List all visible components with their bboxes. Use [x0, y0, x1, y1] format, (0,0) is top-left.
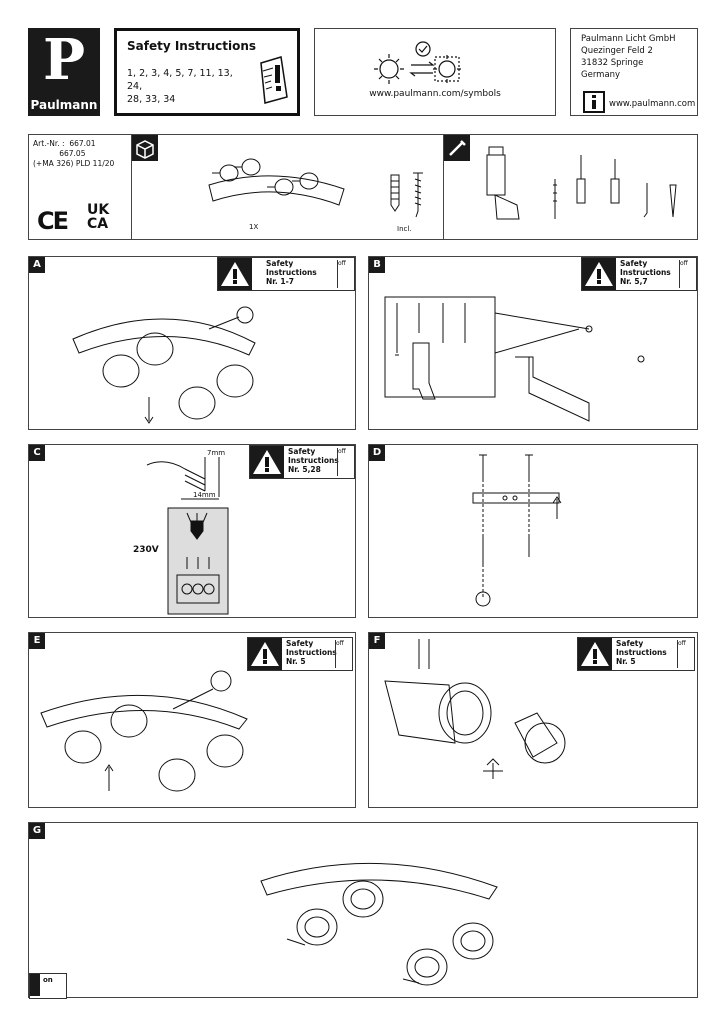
warning-exclamation-icon [30, 974, 40, 996]
warning-title: Safety [286, 639, 314, 648]
power-off-icon [337, 448, 352, 476]
warning-nr: Nr. 5,28 [288, 465, 321, 474]
off-label: off [338, 260, 346, 267]
step-label: B [369, 257, 385, 273]
bracket-mounting-drawing [459, 449, 589, 615]
warning-triangle-icon [248, 638, 282, 670]
step-e-panel [28, 632, 356, 808]
dim-14mm: 14mm [193, 491, 216, 499]
warning-title: Safety [620, 259, 648, 268]
warning-sub: Instructions [266, 268, 317, 277]
off-label: off [678, 640, 686, 647]
warning-text [616, 639, 667, 666]
tools-badge [444, 135, 470, 161]
step-label: G [29, 823, 45, 839]
warning-triangle-icon [582, 258, 616, 290]
country: Germany [581, 70, 621, 80]
logo-letter: P [42, 27, 86, 93]
ukca-mark [87, 203, 109, 231]
safety-warning-badge [249, 445, 355, 479]
step-label: E [29, 633, 45, 649]
warning-triangle-icon [218, 258, 252, 290]
address-box [570, 28, 698, 116]
website-link[interactable]: www.paulmann.com [609, 99, 696, 109]
company-name: Paulmann Licht GmbH [581, 34, 676, 44]
warning-triangle-icon [250, 446, 284, 478]
step-g-panel [28, 822, 698, 998]
article-number [33, 139, 114, 169]
voltage-label: 230V [133, 545, 159, 555]
info-icon [583, 91, 605, 113]
safety-title: Safety Instructions [127, 39, 257, 53]
safety-warning-badge [581, 257, 697, 291]
step-label: A [29, 257, 45, 273]
document-warning-icon [257, 55, 293, 105]
warning-nr: Nr. 1-7 [266, 277, 294, 286]
warning-nr: Nr. 5 [616, 657, 636, 666]
ce-mark: CE [37, 207, 68, 235]
step-c-panel [28, 444, 356, 618]
tools-drawing [481, 145, 691, 225]
warning-text [288, 447, 339, 474]
safety-warning-badge [247, 637, 353, 671]
package-icon [132, 135, 158, 161]
luminaire-mounting-drawing [37, 667, 349, 805]
dowel-screw-icon [383, 169, 433, 221]
warning-sub: Instructions [286, 648, 337, 657]
warning-title: Safety [616, 639, 644, 648]
warning-sub: Instructions [616, 648, 667, 657]
paulmann-logo [28, 28, 100, 116]
safety-instructions-box [114, 28, 300, 116]
ukca-line1: UK [87, 202, 110, 218]
power-off-icon [679, 260, 694, 288]
street: Quezinger Feld 2 [581, 46, 653, 56]
step-label: F [369, 633, 385, 649]
luminaire-drawing [199, 145, 349, 215]
warning-text [266, 259, 317, 286]
bulb-change-drawing [379, 639, 579, 803]
finished-luminaire-drawing [257, 843, 507, 993]
safety-warning-badge [217, 257, 355, 291]
off-label: off [680, 260, 688, 267]
dim-7mm: 7mm [207, 449, 226, 457]
safety-warning-badge [577, 637, 695, 671]
on-label: on [43, 976, 53, 984]
step-b-panel [368, 256, 698, 430]
off-label: off [338, 448, 346, 455]
warning-nr: Nr. 5 [286, 657, 306, 666]
address-lines [581, 33, 676, 81]
quantity-label: 1X [249, 223, 259, 231]
box-contents-badge [132, 135, 158, 161]
city: 31832 Springe [581, 58, 644, 68]
power-off-icon [337, 260, 352, 288]
screwdriver-icon [444, 135, 470, 161]
step-f-panel [368, 632, 698, 808]
warning-nr: Nr. 5,7 [620, 277, 648, 286]
safety-numbers-line2: 28, 33, 34 [127, 94, 176, 105]
warning-sub: Instructions [288, 456, 339, 465]
brand-name: Paulmann [30, 98, 98, 112]
step-d-panel [368, 444, 698, 618]
power-off-icon [677, 640, 692, 668]
parts-box [28, 134, 698, 240]
included-label: Incl. [397, 225, 412, 233]
drilling-drawing [379, 293, 689, 425]
warning-text [286, 639, 337, 666]
art-line2: 667.05 [33, 149, 86, 158]
art-line3: (+MA 326) PLD 11/20 [33, 159, 115, 168]
art-line1: Art.-Nr. : 667.01 [33, 139, 96, 148]
warning-title: Safety [266, 259, 294, 268]
warning-sub: Instructions [620, 268, 671, 277]
step-label: C [29, 445, 45, 461]
terminal-block-drawing [167, 507, 229, 615]
ukca-line2: CA [87, 216, 109, 232]
safety-numbers-line1: 1, 2, 3, 4, 5, 7, 11, 13, 24, [127, 68, 233, 92]
safety-numbers [127, 67, 237, 106]
step-a-panel [28, 256, 356, 430]
lamp-removal-drawing [69, 297, 309, 427]
sun-symbols-icon [371, 39, 501, 89]
off-label: off [336, 640, 344, 647]
step-label: D [369, 445, 385, 461]
lightning-icon [254, 260, 266, 288]
symbols-box [314, 28, 556, 116]
warning-triangle-icon [578, 638, 612, 670]
symbols-url[interactable]: www.paulmann.com/symbols [369, 89, 501, 99]
warning-text [620, 259, 671, 286]
warning-title: Safety [288, 447, 316, 456]
power-off-icon [335, 640, 350, 668]
power-on-badge [29, 973, 67, 999]
